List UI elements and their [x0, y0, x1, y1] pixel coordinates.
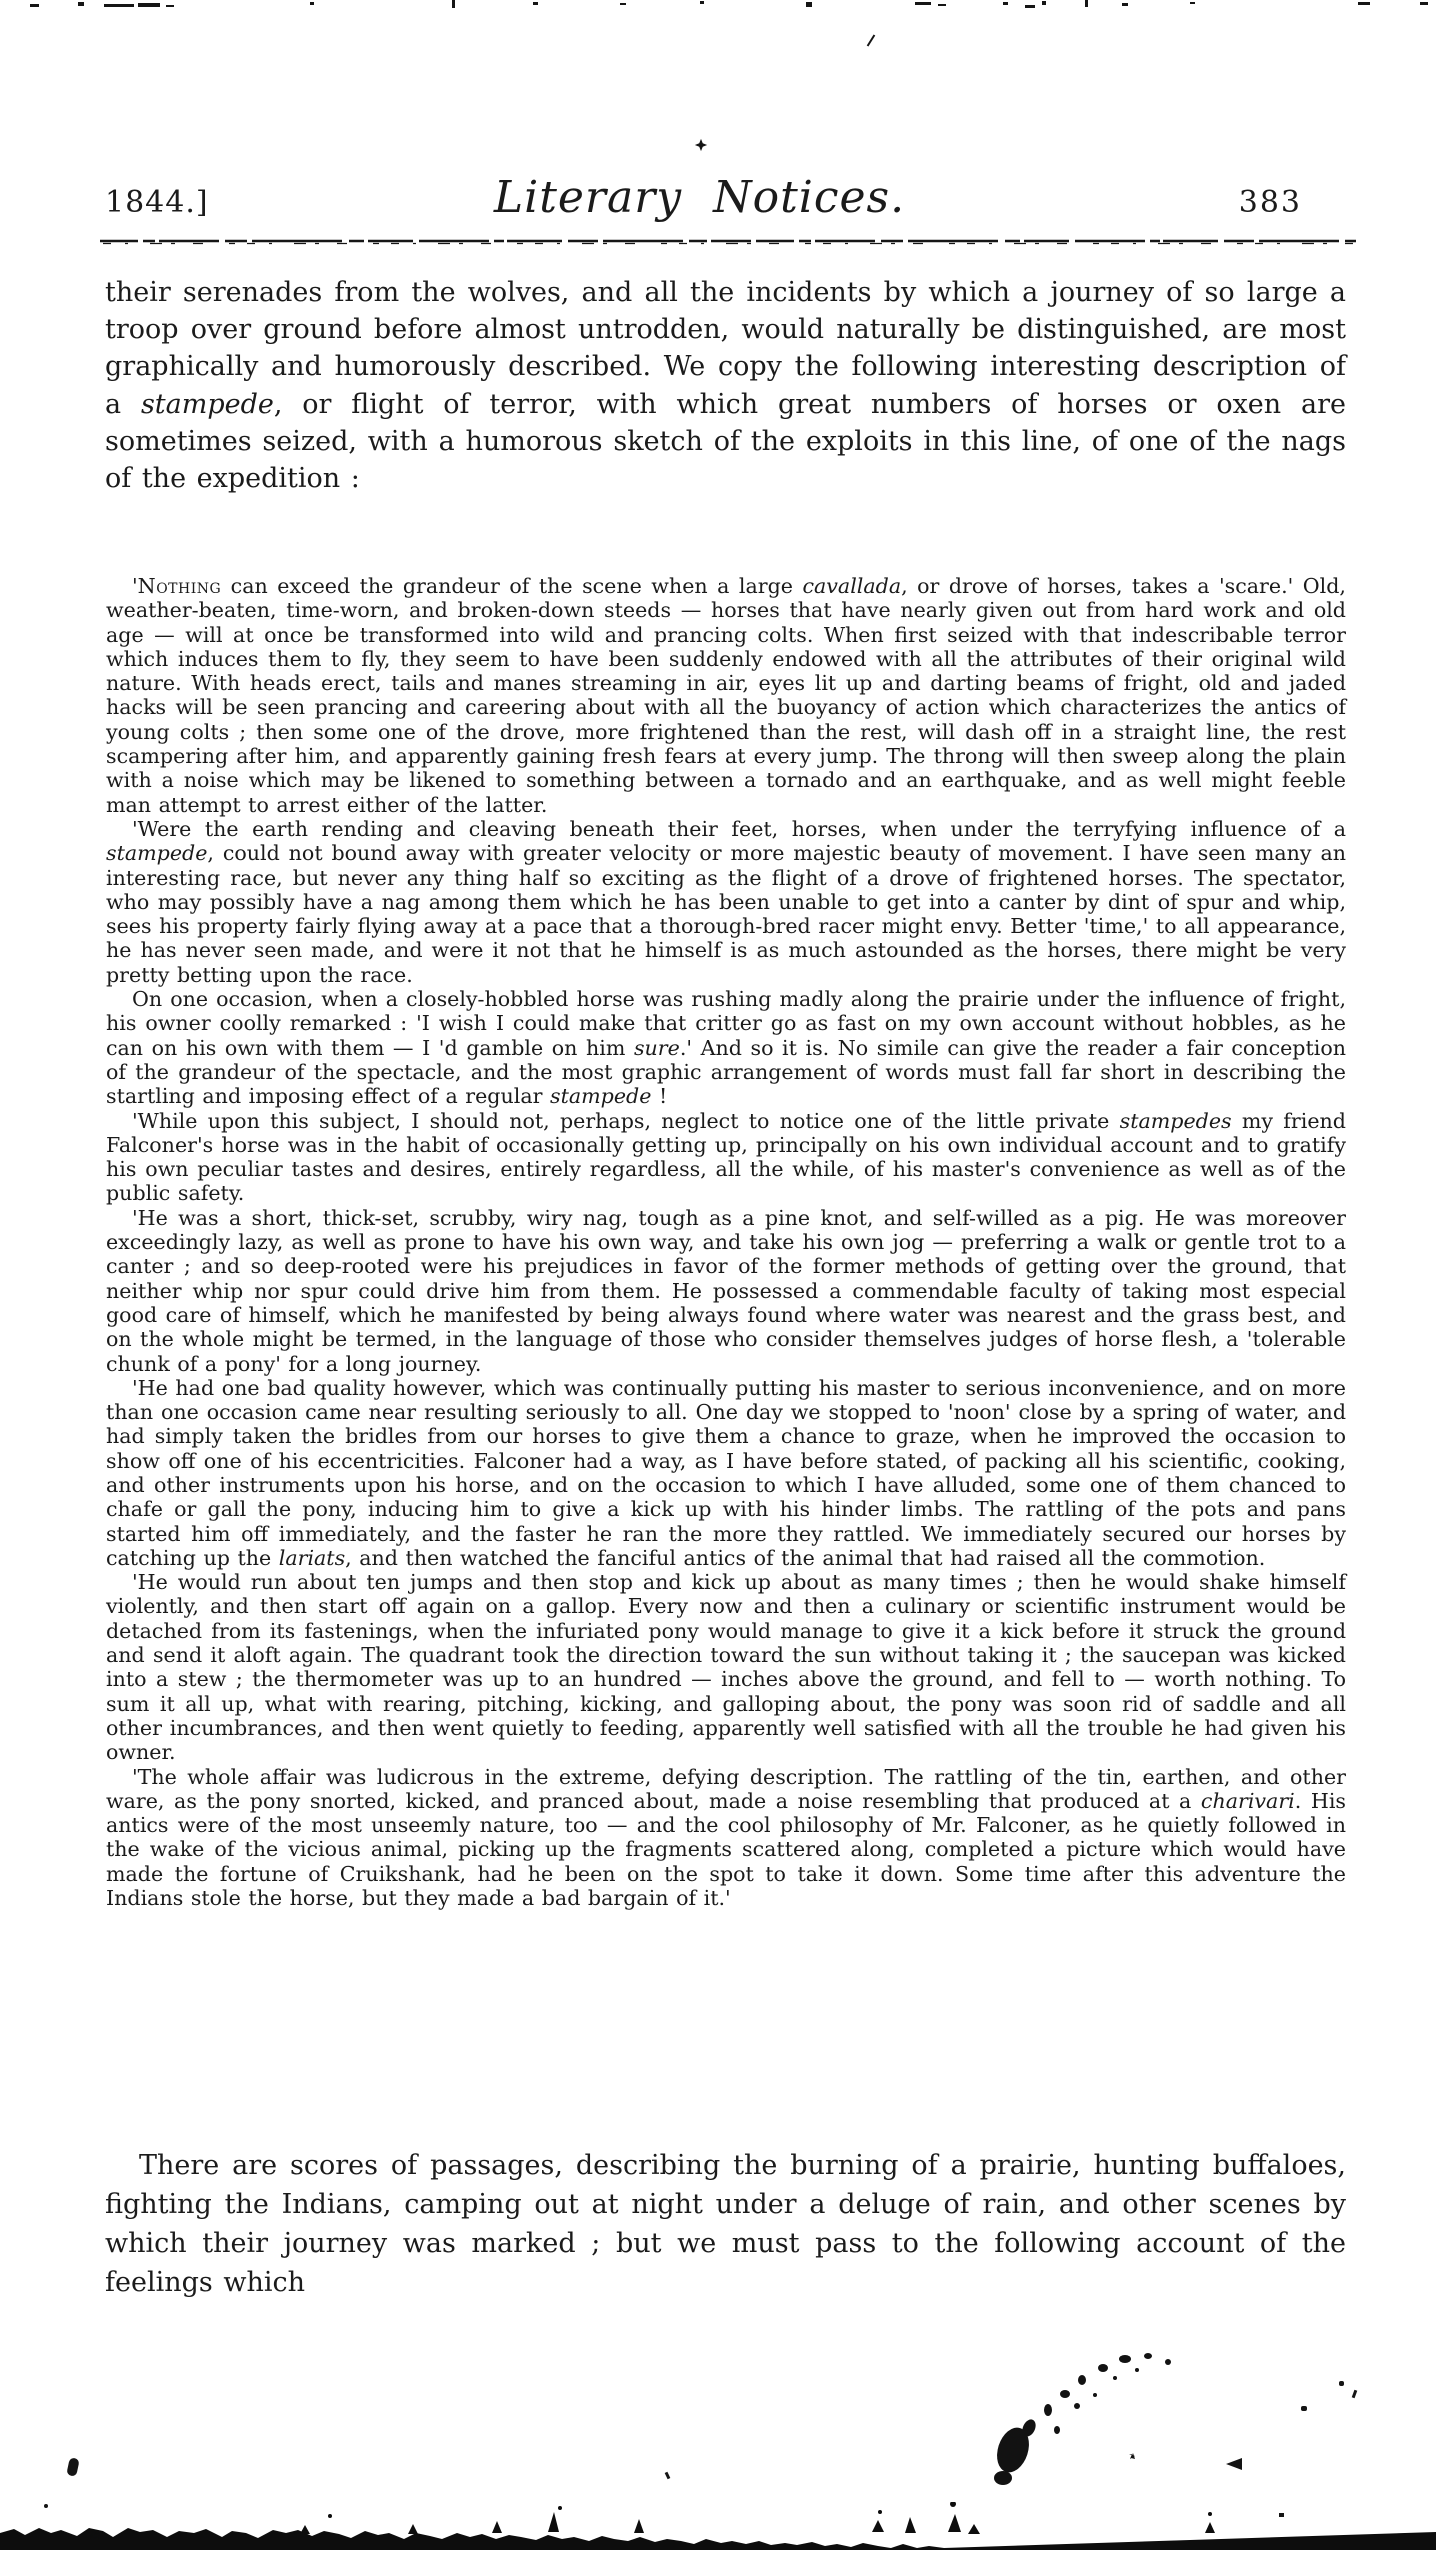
arrow-blot [1226, 2458, 1242, 2470]
header-rule [100, 238, 1356, 246]
quoted-extract [106, 574, 1346, 1910]
ink-fleck-star [694, 138, 708, 152]
quote-paragraph: 'He had one bad quality however, which was continually putting his master to serious inconvenience, and on more than one occasion came near resulting seriously to all. One day we stopped to 'noon' close by a spring of water, and had simply taken the bridles from our horses to give them a chance to graze, when he improved the occasion to show off one of his eccentricities. Falconer had a way, as I have before stated, of packing all his scientific, cooking, and other instruments upon his horse, and on the occasion to which I have alluded, some one of them chanced to chafe or gall the pony, inducing him to give a kick up with his hinder limbs. The rattling of the pots and pans started him off immediately, and the faster he ran the more they rattled. We immediately secured our horses by catching up the lariats, and then watched the fanciful antics of the animal that had raised all the commotion. [106, 1375, 1346, 1570]
quote-paragraph: 'The whole affair was ludicrous in the extreme, defying description. The rattling of the tin, earthen, and other ware, as the pony snorted, kicked, and pranced about, made a noise resembling that produced at a charivari. His antics were of the most unseemly nature, too — and the cool philosophy of Mr. Falconer, as he quietly followed in the wake of the vicious animal, picking up the fragments scattered along, completed a picture which would have made the fortune of Cruikshank, had he been on the spot to take it down. Some time after this adventure the Indians stole the horse, but they made a bad bargain of it.' [106, 1764, 1346, 1911]
closing-paragraph: There are scores of passages, describing the burning of a prairie, hunting buffaloes, fighting the Indians, camping out at night under a deluge of rain, and other scenes by which their journey was marked ; but we must pass to the following account of the feelings which [105, 2150, 1346, 2298]
scan-edge-band [0, 2502, 1436, 2550]
quote-paragraph: On one occasion, when a closely-hobbled horse was rushing madly along the prairie under the influence of fright, his owner coolly remarked : 'I wish I could make that critter go as fast on my own account without hobbles, as he can on his own with them — I 'd gamble on him sure.' And so it is. No simile can give the reader a fair conception of the grandeur of the spectacle, and the most graphic arrangement of words must fall far short in describing the startling and imposing effect of a regular stampede ! [106, 987, 1347, 1109]
page-number: 383 [1238, 185, 1302, 220]
quote-paragraph: 'Nothing can exceed the grandeur of the scene when a large cavallada, or drove of horses, takes a 'scare.' Old, weather-beaten, time-worn, and broken-down steeds — horses that have nearly given out from hard work and old age — will at once be transformed into wild and prancing colts. When first seized with that indescribable terror which induces them to fly, they seem to have been suddenly endowed with all the attributes of their original wild nature. With heads erect, tails and manes streaming in air, eyes lit up and darting beams of fright, old and jaded hacks will be seen prancing and careering about with all the buoyancy of action which characterizes the antics of young colts ; then some one of the drove, more frightened than the rest, will dash off in a straight line, the rest scampering after him, and apparently gaining fresh fears at every jump. The throng will then sweep along the plain with a noise which may be likened to something between a tornado and an earthquake, and as well might feeble man attempt to arrest either of the latter. [106, 574, 1346, 817]
ink-stroke [867, 34, 876, 46]
quote-paragraph: 'While upon this subject, I should not, perhaps, neglect to notice one of the little private stampedes my friend Falconer's horse was in the habit of occasionally getting up, principally on his own individual account and to gratify his own peculiar tastes and desires, entirely regardless, all the while, of his master's convenience as well as of the public safety. [106, 1108, 1346, 1206]
page-header [105, 172, 1346, 223]
header-year: 1844.] [105, 185, 209, 220]
page-title: Literary Notices. [493, 172, 906, 223]
quote-paragraph: 'He was a short, thick-set, scrubby, wiry nag, tough as a pine knot, and self-willed as a pig. He was moreover exceedingly lazy, as well as prone to have his own way, and take his own jog — preferring a walk or gentle trot to a canter ; and so deep-rooted were his prejudices in favor of the former methods of getting over the ground, that neither whip nor spur could drive him from them. He possessed a commendable faculty of taking most especial good care of himself, which he manifested by being always found where water was nearest and the grass best, and on the whole might be termed, in the language of those who consider themselves judges of horse flesh, a 'tolerable chunk of a pony' for a long journey. [106, 1205, 1346, 1376]
intro-paragraph: their serenades from the wolves, and all the incidents by which a journey of so large a troop over ground before almost untrodden, would naturally be distinguished, are most graphically and humorously described. We copy the following interesting description of a stampede, or flight of terror, with which great numbers of horses or oxen are sometimes seized, with a humorous sketch of the exploits in this line, of one of the nags of the expedition : [105, 277, 1346, 495]
quote-paragraph: 'He would run about ten jumps and then stop and kick up about as many times ; then he would shake himself violently, and then start off again on a gallop. Every now and then a culinary or scientific instrument would be detached from its fastenings, when the infuriated pony would manage to give it a kick before it struck the ground and send it aloft again. The quadrant took the direction toward the sun without taking it ; the saucepan was kicked into a stew ; the thermometer was up to an hundred — inches above the ground, and fell to — worth nothing. To sum it all up, what with rearing, pitching, kicking, and galloping about, the pony was soon rid of saddle and all other incumbrances, and then went quietly to feeding, apparently well satisfied with all the trouble he had given his owner. [106, 1570, 1346, 1765]
quote-paragraph: 'Were the earth rending and cleaving beneath their feet, horses, when under the terryfying influence of a stampede, could not bound away with greater velocity or more majestic beauty of movement. I have seen many an interesting race, but never any thing half so exciting as the flight of a drove of frightened horses. The spectator, who may possibly have a nag among them which he has been unable to get into a canter by dint of spur and whip, sees his property fairly flying away at a pace that a thorough-bred racer might envy. Better 'time,' to all appearance, he has never seen made, and were it not that he himself is as much astounded as the horses, there might be very pretty betting upon the race. [106, 816, 1346, 987]
